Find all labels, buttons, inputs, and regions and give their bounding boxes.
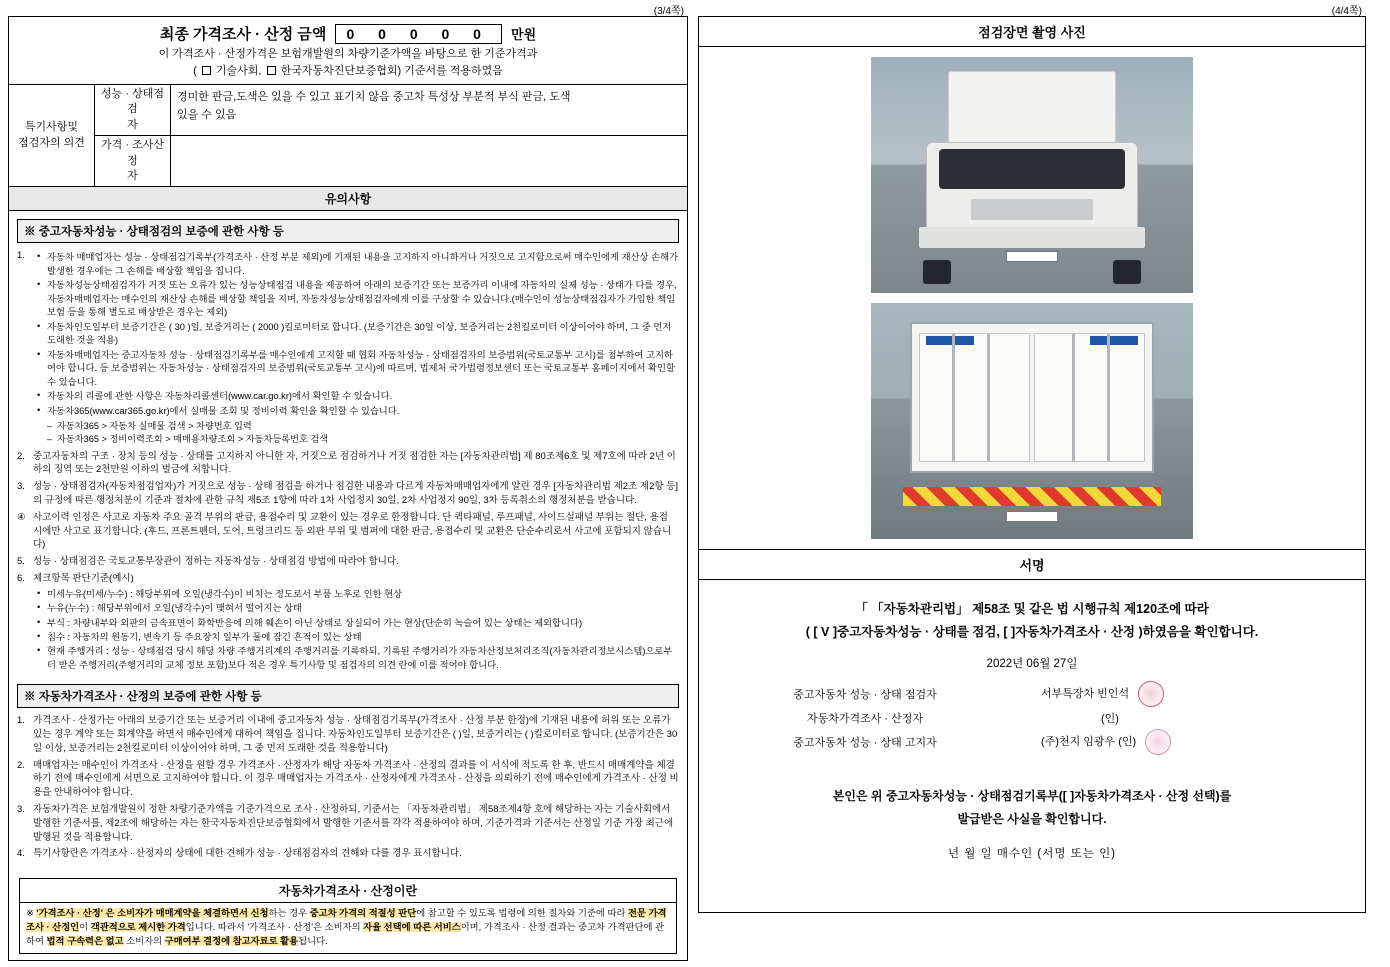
checkbox-kacga[interactable] (267, 66, 276, 75)
buyer-signature-line: 년 월 일 매수인 (서명 또는 인) (947, 847, 1117, 860)
signer-value-notifier: (주)천지 임광우 (1041, 735, 1116, 748)
def-h1: '가격조사 · 산정' 은 소비자가 매매계약을 체결하면서 신청 (36, 908, 269, 919)
notice-section1-title: ※ 중고자동차성능 · 상태점검의 보증에 관한 사항 등 (17, 219, 679, 243)
notice-item-4-number: ④ (17, 511, 26, 523)
notice-item-3-number: 3. (17, 481, 25, 493)
notice-body (9, 211, 687, 870)
notice-sub-1-5: • 자동차의 리콜에 관한 사항은 자동차리콜센터(www.car.go.kr)에서 확인할 수 있습니다. (37, 390, 679, 403)
label-kacga: 한국자동차진단보증협회) (280, 64, 402, 77)
price-notice-item-3-text: 자동차가격은 보험개발원이 정한 차량기준가액을 기준가격으로 조사 · 산정하되, 기준서는 「자동차관리법」 제58조제4항 호에 해당하는 자는 기술사회에서 발행한 기준서를, 제2조에 해당하는 자는 한국자동차진단보증협회에서 발행한 기준서를 각각 적용하여야 하며, 기준가격과 기준서는 산정일 기준 가장 최근에 발행된 것을 적용합니다. (33, 804, 674, 843)
notice-section2-title: ※ 자동차가격조사 · 산정의 보증에 관한 사항 등 (17, 684, 679, 708)
left-sheet (8, 16, 688, 961)
truck-front-photo (871, 57, 1193, 293)
signer-mark-appraiser: (인) (1101, 713, 1119, 725)
notice-item-5-text: 성능 · 상태점검은 국토교통부장관이 정하는 자동차성능 · 상태점검 방법에 따라야 합니다. (33, 556, 399, 568)
def-t1: ※ (26, 908, 37, 919)
label-standard-applied: 기준서를 적용하였음 (404, 64, 503, 77)
special-sub-inspector: 성능 · 상태점검 자 (95, 85, 171, 135)
notice-item-4 (17, 511, 679, 552)
def-t7: 소비자의 (123, 935, 165, 946)
law-reference-line1: 「 「자동차관리법」 제58조 및 같은 법 시행규칙 제120조에 따라 (855, 602, 1209, 616)
notice-item-5-number: 5. (17, 556, 25, 568)
price-notice-item-4-text: 특기사항란은 가격조사 · 산정자의 상태에 대한 견해가 성능 · 상태점검자의 견해와 다를 경우 표시합니다. (33, 848, 462, 860)
notice-list-2 (17, 714, 679, 861)
check-examples-list (37, 588, 679, 673)
page-3 (8, 6, 688, 961)
seal-stamp-icon-inspector (1138, 681, 1164, 707)
signature-section-title: 서명 (699, 550, 1365, 580)
def-t5: 입니다. 따라서 '가격조사 · 산정'은 소비자의 (185, 922, 364, 933)
def-t4: 이 (79, 922, 91, 933)
special-value-inspector: 경미한 판금,도색은 있을 수 있고 표기치 않음 중고차 특성상 부분적 부식 판금, 도색 있을 수 있음 (177, 91, 571, 121)
notice-item-1 (17, 249, 679, 446)
price-notice-item-1-number: 1. (17, 715, 25, 727)
page-4 (698, 6, 1366, 961)
def-t6: 이며, 가격조사 · 산정 결과는 중고차 가격판단에 관하여 (26, 922, 665, 946)
notice-subsub-1-1: – 자동차365 > 자동차 실매물 검색 > 차량번호 입력 (47, 420, 679, 433)
check-example-1: • 미세누유(미세/누수) : 해당부위에 오일(냉각수)이 비치는 정도로서 부품 노후로 인한 현상 (37, 588, 679, 601)
def-h7: 구매여부 결정에 참고자료로 활용 (164, 935, 299, 946)
special-sub-appraiser: 가격 · 조사산정 자 (95, 136, 171, 186)
notice-item-4-text: 사고이력 인정은 사고로 자동차 주요 골격 부위의 판금, 용접수리 및 교환이 있는 경우로 한정합니다. 단 퀵타패널, 루프패널, 사이드실패널 부위는 절단, 용접 시에만 사고로 표기합니다. (후드, 프론트펜더, 도어, 트렁크리드 등 외판 부위 및 범퍼에 대한 판금, 용접수리 및 교환은 단순수리로서 사고에 포함되지 않습니다) (33, 511, 672, 551)
price-notice-item-3-number: 3. (17, 804, 25, 816)
price-notice-item-2 (17, 759, 679, 800)
notice-list-1 (17, 249, 679, 674)
notice-sub-1-2: • 자동차성능상태점검자가 거짓 또는 오류가 있는 성능상태점검 내용을 제공하여 아래의 보증기간 또는 보증거리 이내에 자동차의 실제 성능 · 상태가 다를 경우, 자동차매매업자는 매수인의 재산상 손해를 배상할 책임을 지며, 자동차성능상태점검자에게 이를 구상할 수 있습니다.(매수인이 성능상태점검자가 가입한 책임보험 등을 통해 별도로 배상받은 경우는 제외) (37, 279, 679, 319)
signer-row-inspector (715, 681, 1349, 707)
final-price-title: 최종 가격조사 · 산정 금액 (159, 26, 327, 43)
price-notice-item-4-number: 4. (17, 848, 25, 860)
definition-title: 자동차가격조사 · 산정이란 (20, 879, 676, 903)
notice-title: 유의사항 (9, 187, 687, 211)
def-h3: 전문 가격조사 · 산정인 (26, 908, 667, 933)
notice-sub-1-6: • 자동차365(www.car365.go.kr)에서 실매물 조회 및 정비이력 확인을 확인할 수 있습니다. (37, 405, 679, 418)
def-t2: 하는 경우 (268, 908, 310, 919)
price-notice-item-4 (17, 847, 679, 861)
page-number-right: (4/4쪽) (1331, 6, 1362, 17)
signer-row-appraiser (715, 710, 1349, 726)
notice-sub-1-1: • 자동차 매매업자는 성능 · 상태점검기록부(가격조사 · 산정 부분 제외)에 기재된 내용을 고지하지 아니하거나 거짓으로 고지함으로써 매수인에게 재산상 손해가 발생한 경우에는 그 손해를 배상할 책임을 집니다. (37, 251, 679, 278)
paren-open: ( (193, 64, 197, 77)
seal-stamp-icon-notifier (1145, 729, 1171, 755)
check-example-2: • 누유(누수) : 해당부위에서 오일(냉각수)이 맺혀서 떨어지는 상태 (37, 602, 679, 615)
checkbox-engineer-society[interactable] (202, 66, 211, 75)
photo-section-title: 점검장면 촬영 사진 (699, 17, 1365, 47)
notice-subsub-1-2: – 자동차365 > 정비이력조회 > 매매용차량조회 > 자동차등록번호 검색 (47, 433, 679, 446)
notice-item-1-subsubs (47, 420, 679, 446)
price-notice-item-2-text: 매매업자는 매수인이 가격조사 · 산정을 원할 경우 가격조사 · 산정자가 해당 자동차 가격조사 · 산정의 결과를 이 서식에 적도록 한 후, 반드시 매매계약을 체결하기 전에 매수인에게 서면으로 고지하여야 합니다. 이 경우 매매업자는 가격조사 · 산정자에게 가격조사 · 산정을 의뢰하기 전에 매수인에게 가격조사 · 산정 비용을 안내하여야 합니다. (33, 759, 679, 799)
def-h4: 객관적으로 제시한 가격 (90, 922, 186, 933)
signature-body (699, 580, 1365, 871)
signer-label-inspector: 중고자동차 성능 · 상태 점검자 (793, 689, 937, 701)
notice-item-5 (17, 555, 679, 569)
notice-item-6-text: 체크항목 판단기준(예시) (33, 572, 134, 584)
notice-item-3 (17, 480, 679, 508)
special-row-appraiser (95, 136, 687, 186)
price-notice-item-2-number: 2. (17, 759, 25, 771)
special-notes-label: 특기사항및 점검자의 의견 (9, 85, 95, 186)
signature-date: 2022년 06월 27일 (986, 658, 1078, 670)
notice-item-6 (17, 572, 679, 675)
notice-item-1-number: 1. (17, 250, 25, 262)
right-sheet (698, 16, 1366, 913)
final-price-desc (13, 46, 683, 82)
notice-item-1-subs (37, 251, 679, 418)
def-t3: 에 참고할 수 있도록 법령에 의한 절차와 기준에 따라 (416, 908, 629, 919)
def-t8: 됩니다. (298, 935, 328, 946)
price-notice-item-3 (17, 803, 679, 844)
buyer-confirm-line2: 발급받은 사실을 확인합니다. (957, 811, 1107, 826)
signer-label-notifier: 중고자동차 성능 · 상태 고지자 (793, 737, 937, 749)
photo-section (699, 47, 1365, 550)
def-h2: 중고차 가격의 적절성 판단 (309, 908, 417, 919)
def-h5: 자율 선택에 따른 서비스 (363, 922, 461, 933)
final-price-row (9, 17, 687, 85)
special-value-appraiser (171, 136, 687, 186)
notice-item-2-number: 2. (17, 450, 25, 462)
buyer-confirmation (715, 785, 1349, 831)
check-example-4: • 침수 : 자동차의 원동기, 변속기 등 주요장치 일부가 물에 잠긴 흔적이 있는 상태 (37, 631, 679, 644)
buyer-confirm-line1: 본인은 위 중고자동차성능 · 상태점검기록부([ ]자동차가격조사 · 산정 선택)를 (832, 789, 1232, 803)
final-price-amount: 0 0 0 0 0 (335, 24, 502, 44)
check-example-5: • 현재 주행거리 : 성능 · 상태점검 당시 해당 차량 주행거리계의 주행거리를 기록하되, 기록된 주행거리가 자동차산정보처리조직(자동차관리정보시스템)으로부터 받은 주행거리(주행거리의 교체 정보 포함)보다 적은 경우 특기사항 및 점검자의 의견 란에 이를 적어야 합니다. (37, 645, 679, 672)
signer-label-appraiser: 자동차가격조사 · 산정자 (806, 713, 924, 725)
def-h6: 법적 구속력은 없고 (46, 935, 124, 946)
notice-item-6-number: 6. (17, 572, 25, 584)
final-price-unit: 만원 (511, 27, 537, 42)
special-notes-block (9, 85, 687, 187)
notice-item-2-text: 중고자동차의 구조 · 장치 등의 성능 · 상태를 고지하지 아니한 자, 거짓으로 점검하거나 거짓 점검한 자는 [자동차관리법] 제 80조제6호 및 제7호에 따라 2년 이하의 징역 또는 2천만원 이하의 벌금에 처합니다. (33, 450, 676, 476)
special-row-inspector (95, 85, 687, 136)
check-example-3: • 부식 : 차량내부와 외판의 금속표면이 화학반응에 의해 훼손이 아닌 상태로 상실되어 가는 현상(단순히 녹슬어 있는 상태는 제외합니다) (37, 617, 679, 630)
notice-item-3-text: 성능 · 상태점검자(자동차점검업자)가 거짓으로 성능 · 상태 점검을 하거나 점검한 내용과 다르게 자동차매매업자에게 알린 경우 [자동차관리법 제2조 제2항 등]의 규정에 따른 행정처분이 기준과 절차에 관한 규칙 제5조 1항에 따라 1차 사업정지 30일, 2차 사업정지 90일, 3차 등록취소의 행정처분을 받습니다. (33, 481, 678, 507)
signer-value-inspector: 서부특장차 빈인석 (1041, 687, 1130, 700)
price-notice-item-1-text: 가격조사 · 산정가는 아래의 보증기간 또는 보증거리 이내에 중고자동차 성능 · 상태점검기록부(가격조사 · 산정 부분 한정)에 기재된 내용에 허위 또는 오류가 있는 경우 계약 또는 회계약을 하면서 매수인에게 대하여 책임을 집니다. 자동차인도일부터 보증기간은 ( )일, 보증거리는 ( )킬로미터로 합니다. (보증기간은 30일 이상, 보증거리는 2천킬로미터 이상이어야 하며, 그 중 먼저 도래한 것을 적용합니다) (33, 715, 678, 754)
final-desc-line1: 이 가격조사 · 산정가격은 보험개발원의 차량기준가액을 바탕으로 한 기준가격과 (158, 48, 538, 60)
price-notice-item-1 (17, 714, 679, 755)
definition-box (19, 878, 677, 954)
notice-item-2 (17, 450, 679, 478)
notice-sub-1-4: • 자동차매매업자는 중고자동차 성능 · 상태점검기록부를 매수인에게 고지할 때 협회 자동차성능 · 상태점검자의 보증범위(국토교통부 고시)를 첨부하여 고지하여야 합니다. 등 보증범위는 자동차성능 · 상태점검자의 보증범위(국토교통부 고시)에 따르며, 법제처 국가법령정보센터 또는 국토교통부 홈페이지에서 확인할 수 있습니다. (37, 349, 679, 389)
truck-rear-photo (871, 303, 1193, 539)
notice-sub-1-3: • 자동차인도일부터 보증기간은 ( 30 )일, 보증거리는 ( 2000 )킬로미터로 합니다. (보증기간은 30일 이상, 보증거리는 2천킬로미터 이상이어야 하며, 그 중 먼저 도래한 것을 적용) (37, 321, 679, 348)
definition-body (20, 903, 676, 953)
law-reference-line2: ( [ V ]중고자동차성능 · 상태를 점검, [ ]자동차가격조사 · 산정 )하였음을 확인합니다. (805, 624, 1259, 639)
signer-mark-notifier: (인) (1118, 735, 1137, 748)
page-number-left: (3/4쪽) (653, 6, 684, 17)
signer-row-notifier (715, 729, 1349, 755)
final-desc-line2 (13, 63, 683, 80)
label-engineer-society: 기술사회, (215, 64, 262, 77)
final-price-header (13, 19, 683, 46)
